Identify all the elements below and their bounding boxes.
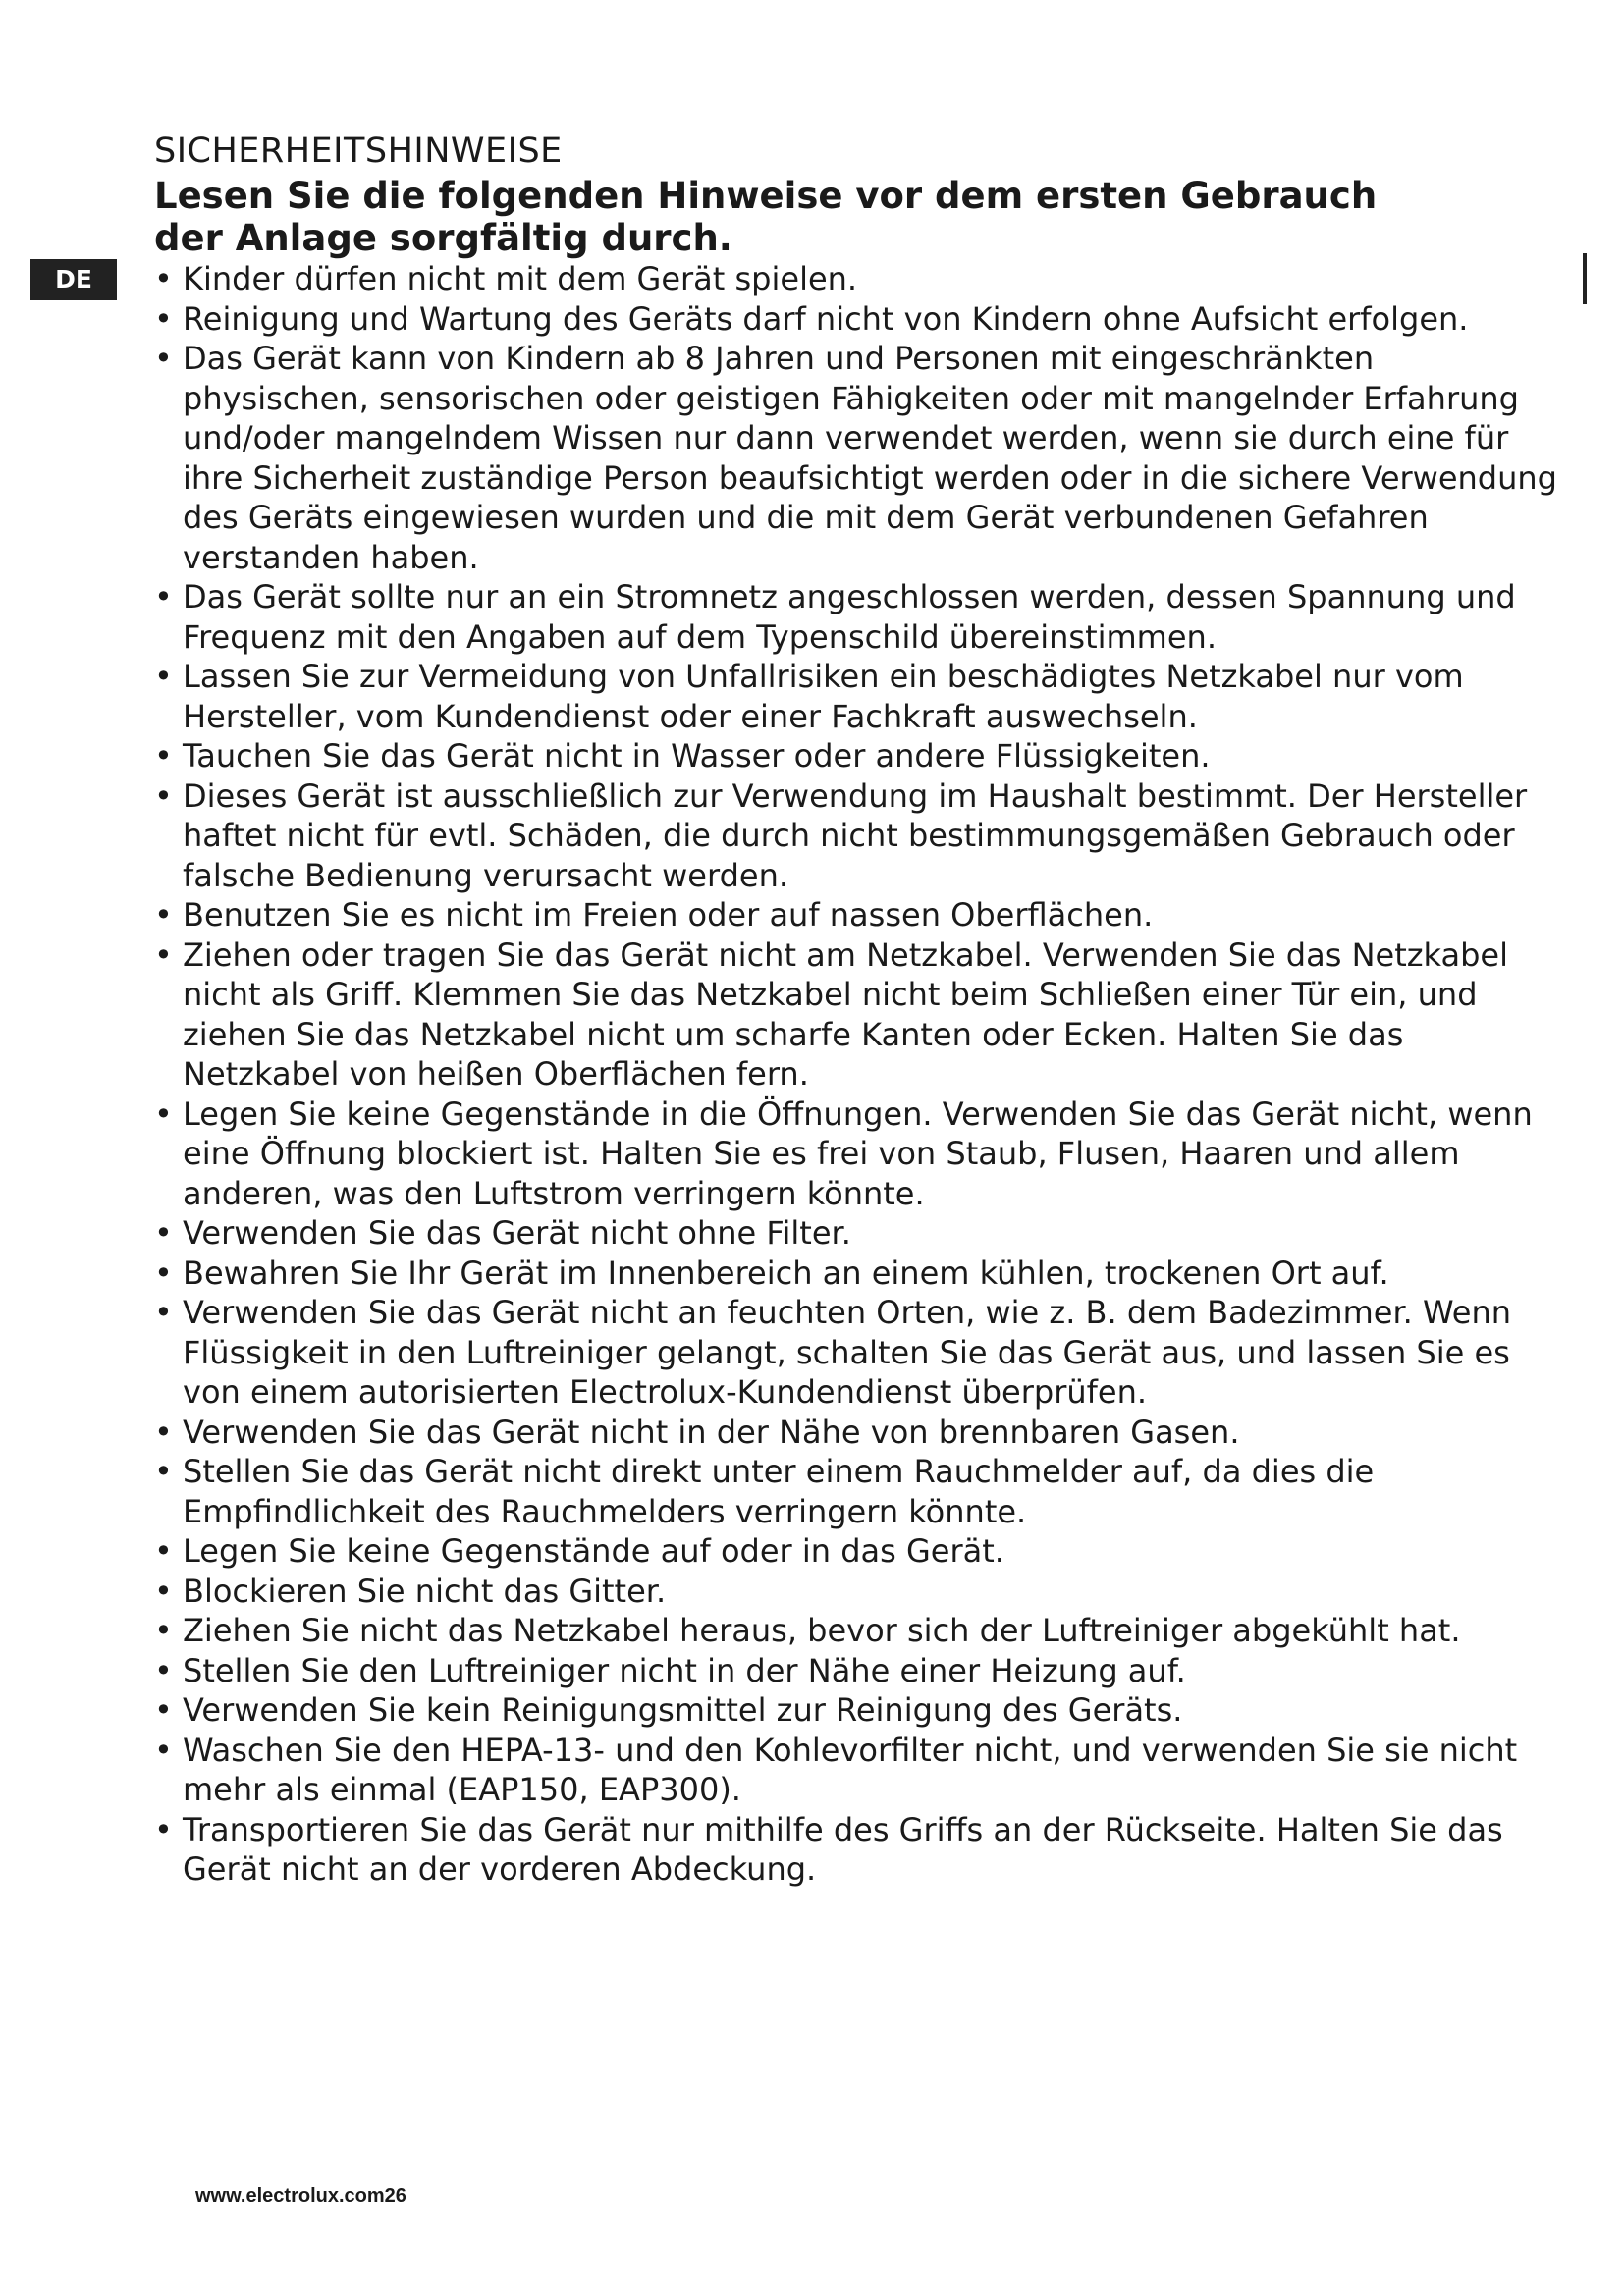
- list-item-text: Bewahren Sie Ihr Gerät im Innenbereich an einem kühlen, trockenen Ort auf.: [183, 1254, 1389, 1292]
- list-item-text: Ziehen oder tragen Sie das Gerät nicht am Netzkabel. Verwenden Sie das Netzkabel nicht als Griff. Klemmen Sie das Netzkabel nicht beim Schließen einer Tür ein, und ziehen Sie das Netzkabel nicht um scharfe Kanten oder Ecken. Halten Sie das Netzkabel von heißen Oberflächen fern.: [183, 935, 1508, 1093]
- list-item: [154, 299, 1568, 340]
- list-item: [154, 935, 1568, 1095]
- list-item: [154, 657, 1568, 736]
- bullet-icon: •: [154, 1810, 173, 1848]
- list-item-text: Verwenden Sie das Gerät nicht an feuchten Orten, wie z. B. dem Badezimmer. Wenn Flüssigkeit in den Luftreiniger gelangt, schalten Sie das Gerät aus, und lassen Sie es von einem autorisierten Electrolux-Kundendienst überprüfen.: [183, 1294, 1512, 1411]
- bullet-icon: •: [154, 737, 173, 774]
- list-item-text: Kinder dürfen nicht mit dem Gerät spielen.: [183, 260, 858, 297]
- bullet-icon: •: [154, 1413, 173, 1451]
- bullet-icon: •: [154, 1731, 173, 1769]
- list-item-text: Tauchen Sie das Gerät nicht in Wasser oder andere Flüssigkeiten.: [183, 737, 1211, 774]
- list-item-text: Das Gerät sollte nur an ein Stromnetz angeschlossen werden, dessen Spannung und Frequenz mit den Angaben auf dem Typenschild übereinstimmen.: [183, 578, 1516, 656]
- list-item: [154, 259, 1568, 299]
- bullet-icon: •: [154, 578, 173, 615]
- list-item-text: Dieses Gerät ist ausschließlich zur Verwendung im Haushalt bestimmt. Der Hersteller haftet nicht für evtl. Schäden, die durch nicht bestimmungsgemäßen Gebrauch oder falsche Bedienung verursacht werden.: [183, 776, 1528, 894]
- list-item: [154, 1095, 1568, 1214]
- list-item: [154, 1611, 1568, 1651]
- list-item: [154, 1572, 1568, 1612]
- list-item: [154, 1810, 1568, 1890]
- list-item-text: Legen Sie keine Gegenstände auf oder in das Gerät.: [183, 1532, 1004, 1570]
- bullet-icon: •: [154, 1572, 173, 1610]
- list-item-text: Verwenden Sie das Gerät nicht in der Nähe von brennbaren Gasen.: [183, 1413, 1240, 1451]
- bullet-icon: •: [154, 340, 173, 377]
- list-item: [154, 1254, 1568, 1294]
- list-item: [154, 577, 1568, 657]
- bullet-icon: •: [154, 896, 173, 934]
- bullet-icon: •: [154, 1691, 173, 1729]
- list-item-text: Stellen Sie den Luftreiniger nicht in der Nähe einer Heizung auf.: [183, 1651, 1186, 1689]
- bullet-icon: •: [154, 1095, 173, 1133]
- list-item: [154, 1452, 1568, 1531]
- list-item-text: Lassen Sie zur Vermeidung von Unfallrisiken ein beschädigtes Netzkabel nur vom Hersteller, vom Kundendienst oder einer Fachkraft auswechseln.: [183, 658, 1464, 735]
- list-item-text: Waschen Sie den HEPA-13- und den Kohlevorfilter nicht, und verwenden Sie sie nicht mehr als einmal (EAP150, EAP300).: [183, 1731, 1518, 1808]
- section-subtitle: Lesen Sie die folgenden Hinweise vor dem ersten Gebrauch der Anlage sorgfältig durch.: [154, 175, 1378, 259]
- list-item-text: Transportieren Sie das Gerät nur mithilfe des Griffs an der Rückseite. Halten Sie das Gerät nicht an der vorderen Abdeckung.: [183, 1810, 1503, 1888]
- language-tab: DE: [30, 259, 117, 300]
- list-item: [154, 1413, 1568, 1453]
- list-item-text: Das Gerät kann von Kindern ab 8 Jahren und Personen mit eingeschränkten physischen, sensorischen oder geistigen Fähigkeiten oder mit mangelnder Erfahrung und/oder mangelndem Wissen nur dann verwendet werden, wenn sie durch eine für ihre Sicherheit zuständige Person beaufsichtigt werden oder in die sichere Verwendung des Geräts eingewiesen wurden und die mit dem Gerät verbundenen Gefahren verstanden haben.: [183, 340, 1557, 576]
- list-item-text: Legen Sie keine Gegenstände in die Öffnungen. Verwenden Sie das Gerät nicht, wenn eine Öffnung blockiert ist. Halten Sie es frei von Staub, Flusen, Haaren und allem anderen, was den Luftstrom verringern könnte.: [183, 1095, 1533, 1212]
- footer-url: www.electrolux.com26: [195, 2185, 406, 2207]
- bullet-icon: •: [154, 1254, 173, 1292]
- bullet-icon: •: [154, 1651, 173, 1689]
- list-item: [154, 1293, 1568, 1413]
- list-item-text: Blockieren Sie nicht das Gitter.: [183, 1572, 667, 1610]
- list-item-text: Verwenden Sie das Gerät nicht ohne Filter.: [183, 1214, 851, 1252]
- list-item-text: Verwenden Sie kein Reinigungsmittel zur Reinigung des Geräts.: [183, 1691, 1183, 1729]
- list-item: [154, 1531, 1568, 1572]
- list-item: [154, 1651, 1568, 1691]
- bullet-icon: •: [154, 1294, 173, 1331]
- bullet-icon: •: [154, 1532, 173, 1570]
- list-item-text: Reinigung und Wartung des Geräts darf nicht von Kindern ohne Aufsicht erfolgen.: [183, 299, 1469, 338]
- list-item: [154, 895, 1568, 935]
- safety-list: [154, 259, 1568, 1890]
- list-item: [154, 736, 1568, 776]
- list-item: [154, 1731, 1568, 1810]
- safety-section: [154, 130, 1568, 1890]
- bullet-icon: •: [154, 299, 173, 338]
- list-item-text: Benutzen Sie es nicht im Freien oder auf nassen Oberflächen.: [183, 896, 1154, 934]
- bullet-icon: •: [154, 1453, 173, 1490]
- bullet-icon: •: [154, 1612, 173, 1649]
- bullet-icon: •: [154, 935, 173, 974]
- bullet-icon: •: [154, 658, 173, 695]
- list-item: [154, 1690, 1568, 1731]
- section-title: SICHERHEITSHINWEISE: [154, 132, 563, 171]
- list-item-text: Stellen Sie das Gerät nicht direkt unter einem Rauchmelder auf, da dies die Empfindlichkeit des Rauchmelders verringern könnte.: [183, 1453, 1375, 1530]
- list-item: [154, 1213, 1568, 1254]
- bullet-icon: •: [154, 1214, 173, 1252]
- bullet-icon: •: [154, 776, 173, 815]
- list-item-text: Ziehen Sie nicht das Netzkabel heraus, bevor sich der Luftreiniger abgekühlt hat.: [183, 1612, 1461, 1649]
- list-item: [154, 339, 1568, 577]
- list-item: [154, 776, 1568, 896]
- bullet-icon: •: [154, 260, 173, 297]
- page-edge-marker: [1583, 253, 1587, 304]
